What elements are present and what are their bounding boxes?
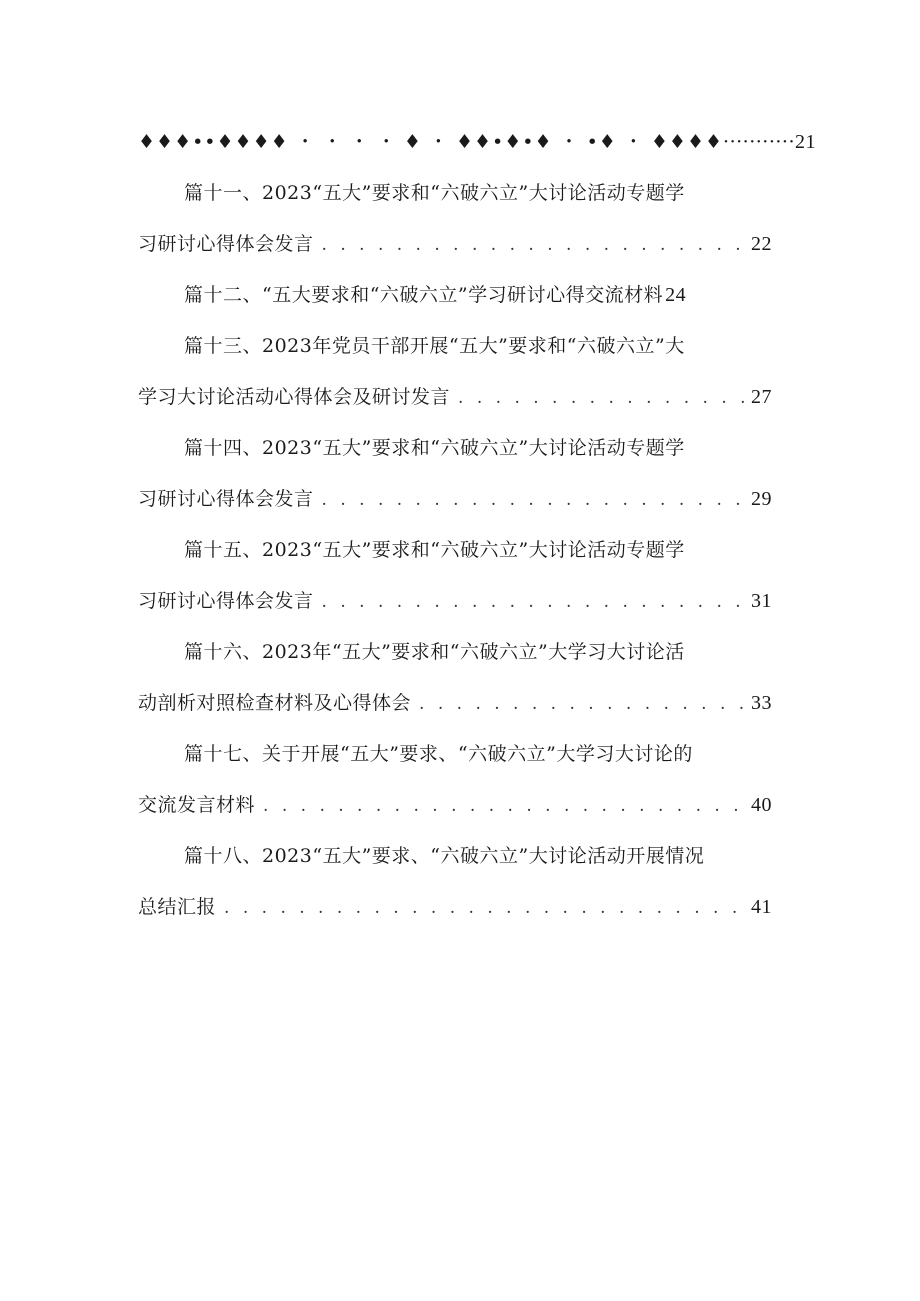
toc-leader-dots (322, 490, 747, 510)
toc-entry-14-line2[interactable] (138, 484, 772, 514)
toc-entry-16-line2[interactable] (138, 688, 772, 718)
toc-entry-title: 篇十六、2023年“五大”要求和“六破六立”大学习大讨论活 (184, 641, 685, 663)
toc-entry-16-line1[interactable] (184, 637, 772, 667)
toc-entry-title-cont: 学习大讨论活动心得体会及研讨发言 (138, 386, 451, 408)
toc-page-number: 33 (751, 692, 772, 714)
toc-page-number: 41 (751, 896, 772, 918)
toc-entry-11-line1[interactable] (184, 178, 772, 208)
toc-entry-15-line2[interactable] (138, 586, 772, 616)
toc-page-number: 31 (751, 590, 772, 612)
toc-entry-top[interactable] (138, 127, 816, 157)
toc-entry-14-line1[interactable] (184, 433, 772, 463)
toc-leader-dots (224, 898, 747, 918)
toc-leader-dots (263, 796, 747, 816)
toc-page-number: 22 (751, 233, 772, 255)
toc-entry-title: 篇十三、2023年党员干部开展“五大”要求和“六破六立”大 (184, 335, 685, 357)
toc-entry-title-cont: 习研讨心得体会发言 (138, 488, 314, 510)
toc-leader-dots (419, 694, 747, 714)
toc-entry-18-line2[interactable] (138, 892, 772, 922)
toc-page-number: 24 (665, 284, 687, 306)
toc-entry-title-cont: 动剖析对照检查材料及心得体会 (138, 692, 412, 714)
toc-page-number: 27 (751, 386, 772, 408)
toc-entry-13-line2[interactable] (138, 382, 772, 412)
toc-page-number: 21 (794, 131, 816, 153)
toc-entry-title-cont: 交流发言材料 (138, 794, 256, 816)
toc-entry-18-line1[interactable] (184, 841, 772, 871)
toc-entry-title-cont: 习研讨心得体会发言 (138, 590, 314, 612)
toc-entry-title: 篇十四、2023“五大”要求和“六破六立”大讨论活动专题学 (184, 437, 685, 459)
toc-entry-17-line2[interactable] (138, 790, 772, 820)
toc-entry-11-line2[interactable] (138, 229, 772, 259)
toc-entry-title: 篇十八、2023“五大”要求、“六破六立”大讨论活动开展情况 (184, 845, 705, 867)
toc-leader-dots (322, 592, 747, 612)
toc-entry-title-cont: 习研讨心得体会发言 (138, 233, 314, 255)
toc-page-number: 29 (751, 488, 772, 510)
toc-entry-12[interactable] (184, 280, 772, 310)
toc-entry-title: 篇十二、“五大要求和“六破六立”学习研讨心得交流材料 (184, 284, 664, 306)
toc-entry-17-line1[interactable] (184, 739, 772, 769)
toc-entry-title: 篇十五、2023“五大”要求和“六破六立”大讨论活动专题学 (184, 539, 685, 561)
toc-entry-title: 篇十七、关于开展“五大”要求、“六破六立”大学习大讨论的 (184, 743, 693, 765)
toc-leader-dots (458, 388, 747, 408)
toc-entry-15-line1[interactable] (184, 535, 772, 565)
toc-entry-title: 篇十一、2023“五大”要求和“六破六立”大讨论活动专题学 (184, 182, 685, 204)
toc-leader-dots: ··········· (723, 131, 795, 153)
toc-leader-dots (322, 235, 747, 255)
toc-entry-title-cont: 总结汇报 (138, 896, 217, 918)
toc-page-number: 40 (751, 794, 772, 816)
toc-entry-13-line1[interactable] (184, 331, 772, 361)
toc-garbled-title: ♦♦♦••♦♦♦♦ ・ ・ ・ ・ ♦ ・ ♦♦•♦•♦ ・ •♦ ・ ♦♦♦♦ (138, 131, 724, 153)
